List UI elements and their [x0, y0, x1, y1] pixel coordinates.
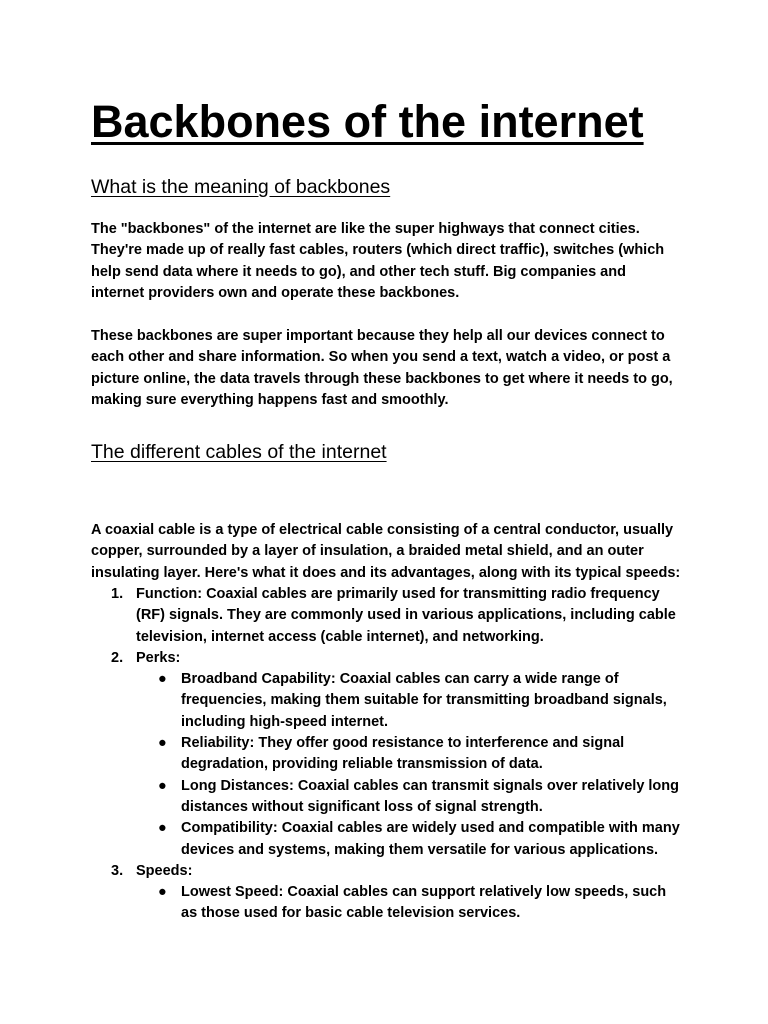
bullet-item-compatibility [136, 818, 681, 861]
list-number: 3. [111, 862, 124, 879]
list-number: 1. [111, 586, 124, 602]
document-title: Backbones of the internet [91, 96, 644, 147]
bullet-text: Compatibility: Coaxial cables are widely used and compatible with many devices and systems, making them versatile for various applications. [181, 820, 680, 858]
bullet-icon: ● [158, 820, 167, 837]
bullet-item-broadband [136, 669, 681, 733]
bullet-icon: ● [158, 884, 167, 901]
bullet-item-lowest-speed [136, 882, 681, 925]
bullet-icon: ● [158, 777, 167, 794]
bullet-item-long-distances [136, 776, 681, 819]
bullet-icon: ● [158, 735, 167, 752]
bullet-text: Long Distances: Coaxial cables can transmit signals over relatively long distances without significant loss of signal strength. [181, 777, 680, 815]
section-heading-backbones-meaning: What is the meaning of backbones [91, 176, 391, 198]
list-item-text: Perks: [136, 649, 181, 666]
bullet-text: Broadband Capability: Coaxial cables can carry a wide range of frequencies, making them suitable for transmitting broadband signals, including high-speed internet. [181, 671, 667, 730]
paragraph-backbones-definition: The "backbones" of the internet are like the super highways that connect cities. They're made up of really fast cables, routers (which direct traffic), switches (which help send data where it needs to go), and other tech stuff. Big companies and internet providers own and operate these backbones. [91, 221, 665, 301]
list-item-perks [91, 648, 681, 861]
bullet-item-reliability [136, 733, 681, 776]
coaxial-numbered-list [91, 584, 681, 925]
list-item-text: Function: Coaxial cables are primarily used for transmitting radio frequency (RF) signals. They are commonly used in various applications, including cable television, internet access (cable internet), and networking. [136, 586, 676, 645]
list-item-function [91, 584, 681, 648]
bullet-icon: ● [158, 671, 167, 688]
bullet-text: Reliability: They offer good resistance to interference and signal degradation, providing reliable transmission of data. [181, 735, 625, 773]
perks-bullet-list [136, 669, 681, 861]
paragraph-coaxial-intro: A coaxial cable is a type of electrical cable consisting of a central conductor, usually copper, surrounded by a layer of insulation, a braided metal shield, and an outer insulating layer. Here's what it does and its advantages, along with its typical speeds: [91, 522, 681, 581]
bullet-text: Lowest Speed: Coaxial cables can support relatively low speeds, such as those used for basic cable television services. [181, 884, 667, 922]
list-number: 2. [111, 649, 124, 666]
paragraph-backbones-importance: These backbones are super important because they help all our devices connect to each other and share information. So when you send a text, watch a video, or post a picture online, the data travels through these backbones to get where it needs to go, making sure everything happens fast and smoothly. [91, 328, 673, 408]
section-heading-internet-cables: The different cables of the internet [91, 441, 387, 463]
list-item-speeds [91, 861, 681, 925]
list-item-text: Speeds: [136, 862, 193, 879]
speeds-bullet-list [136, 882, 681, 925]
